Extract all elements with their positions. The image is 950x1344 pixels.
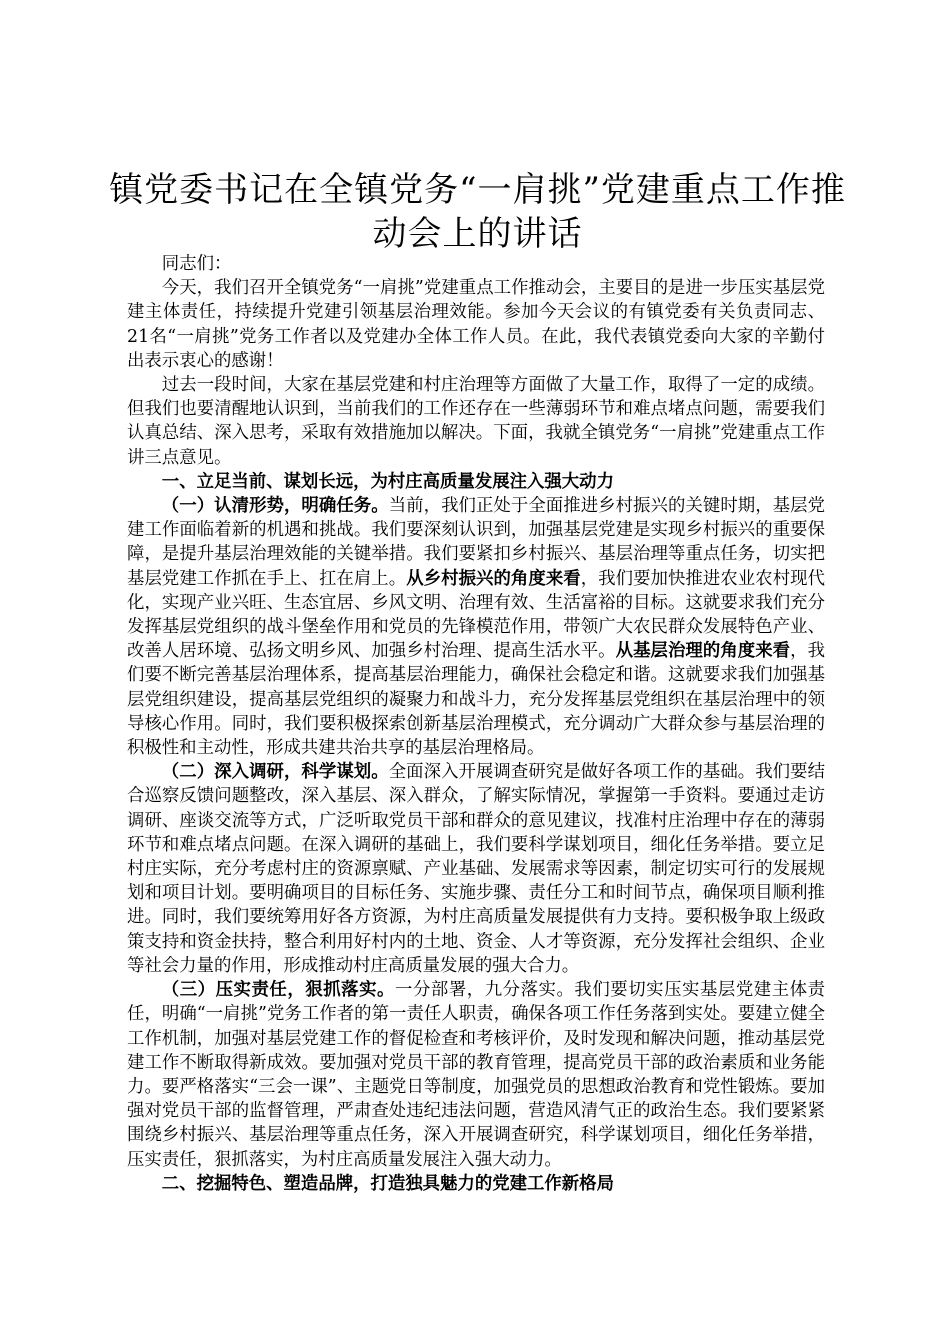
subsection-1-text-governance: ，我们要不断完善基层治理体系，提高基层治理能力，确保社会稳定和谐。这就要求我们加强基层党组织建设，提高基层党组织的凝聚力和战斗力，充分发挥基层党组织在基层治理中的领导核心作用。同时，我们要积极探索创新基层治理模式，充分调动广大群众参与基层治理的积极性和主动性，形成共建共治共享的基层治理格局。 <box>127 641 825 759</box>
subsection-1-bold-rural: 从乡村振兴的角度来看 <box>406 568 581 589</box>
subsection-2-paragraph <box>127 760 825 978</box>
subsection-2-lead: （二）深入调研，科学谋划。 <box>161 762 389 783</box>
subsection-3-text: 一分部署，九分落实。我们要切实压实基层党建主体责任，明确“一肩挑”党务工作者的第一责任人职责，确保各项工作任务落到实处。要建立健全工作机制，加强对基层党建工作的督促检查和考核评价，及时发现和解决问题，推动基层党建工作不断取得新成效。要加强对党员干部的教育管理，提高党员干部的政治素质和业务能力。要严格落实“三会一课”、主题党日等制度，加强党员的思想政治教育和党性锻炼。要加强对党员干部的监督管理，严肃查处违纪违法问题，营造风清气正的政治生态。我们要紧紧围绕乡村振兴、基层治理等重点任务，深入开展调查研究，科学谋划项目，细化任务举措，压实责任，狠抓落实，为村庄高质量发展注入强大动力。 <box>127 980 825 1170</box>
page-title: 镇党委书记在全镇党务“一肩挑”党建重点工作推动会上的讲话 <box>109 170 846 254</box>
subsection-1-lead: （一）认清形势，明确任务。 <box>161 496 389 517</box>
paragraph-opening: 今天，我们召开全镇党务“一肩挑”党建重点工作推动会，主要目的是进一步压实基层党建主体责任，持续提升党建引领基层治理效能。参加今天会议的有镇党委有关负责同志、21名“一肩挑”党务工作者以及党建办全体工作人员。在此，我代表镇党委向大家的辛勤付出表示衷心的感谢！ <box>127 278 825 371</box>
subsection-2-text: 全面深入开展调查研究是做好各项工作的基础。我们要结合巡察反馈问题整改，深入基层、深入群众，了解实际情况，掌握第一手资料。要通过走访调研、座谈交流等方式，广泛听取党员干部和群众的意见建议，找准村庄治理中存在的薄弱环节和难点堵点问题。在深入调研的基础上，我们要科学谋划项目，细化任务举措。要立足村庄实际，充分考虑村庄的资源禀赋、产业基础、发展需求等因素，制定切实可行的发展规划和项目计划。要明确项目的目标任务、实施步骤、责任分工和时间节点，确保项目顺利推进。同时，我们要统筹用好各方资源，为村庄高质量发展提供有力支持。要积极争取上级政策支持和资金扶持，整合利用好村内的土地、资金、人才等资源，充分发挥社会组织、企业等社会力量的作用，形成推动村庄高质量发展的强大合力。 <box>127 762 825 976</box>
subsection-1-paragraph <box>127 494 825 760</box>
subsection-1-bold-governance: 从基层治理的角度来看 <box>615 641 791 662</box>
subsection-3-paragraph <box>127 978 825 1172</box>
subsection-3-lead: （三）压实责任，狠抓落实。 <box>161 980 395 1001</box>
document-body <box>127 252 825 1196</box>
section-heading-2: 二、挖掘特色、塑造品牌，打造独具魅力的党建工作新格局 <box>161 1173 614 1194</box>
paragraph-overview: 过去一段时间，大家在基层党建和村庄治理等方面做了大量工作，取得了一定的成绩。但我们也要清醒地认识到，当前我们的工作还存在一些薄弱环节和难点堵点问题，需要我们认真总结、深入思考，采取有效措施加以解决。下面，我就全镇党务“一肩挑”党建重点工作讲三点意见。 <box>127 375 825 468</box>
section-heading-1: 一、立足当前、谋划长远，为村庄高质量发展注入强大动力 <box>161 471 614 492</box>
subsection-1-text: 当前，我们正处于全面推进乡村振兴的关键时期，基层党建工作面临着新的机遇和挑战。我们要深刻认识到，加强基层党建是实现乡村振兴的重要保障，是提升基层治理效能的关键举措。我们要紧扣乡村振兴、基层治理等重点任务，切实把基层党建工作抓在手上、扛在肩上。 <box>127 496 825 589</box>
salutation: 同志们： <box>161 254 232 274</box>
subsection-1-text-rural: ，我们要加快推进农业农村现代化，实现产业兴旺、生态宜居、乡风文明、治理有效、生活富裕的目标。这就要求我们充分发挥基层党组织的战斗堡垒作用和党员的先锋模范作用，带领广大农民群众发展特色产业、改善人居环境、弘扬文明乡风、加强乡村治理、提高生活水平。 <box>127 568 825 662</box>
